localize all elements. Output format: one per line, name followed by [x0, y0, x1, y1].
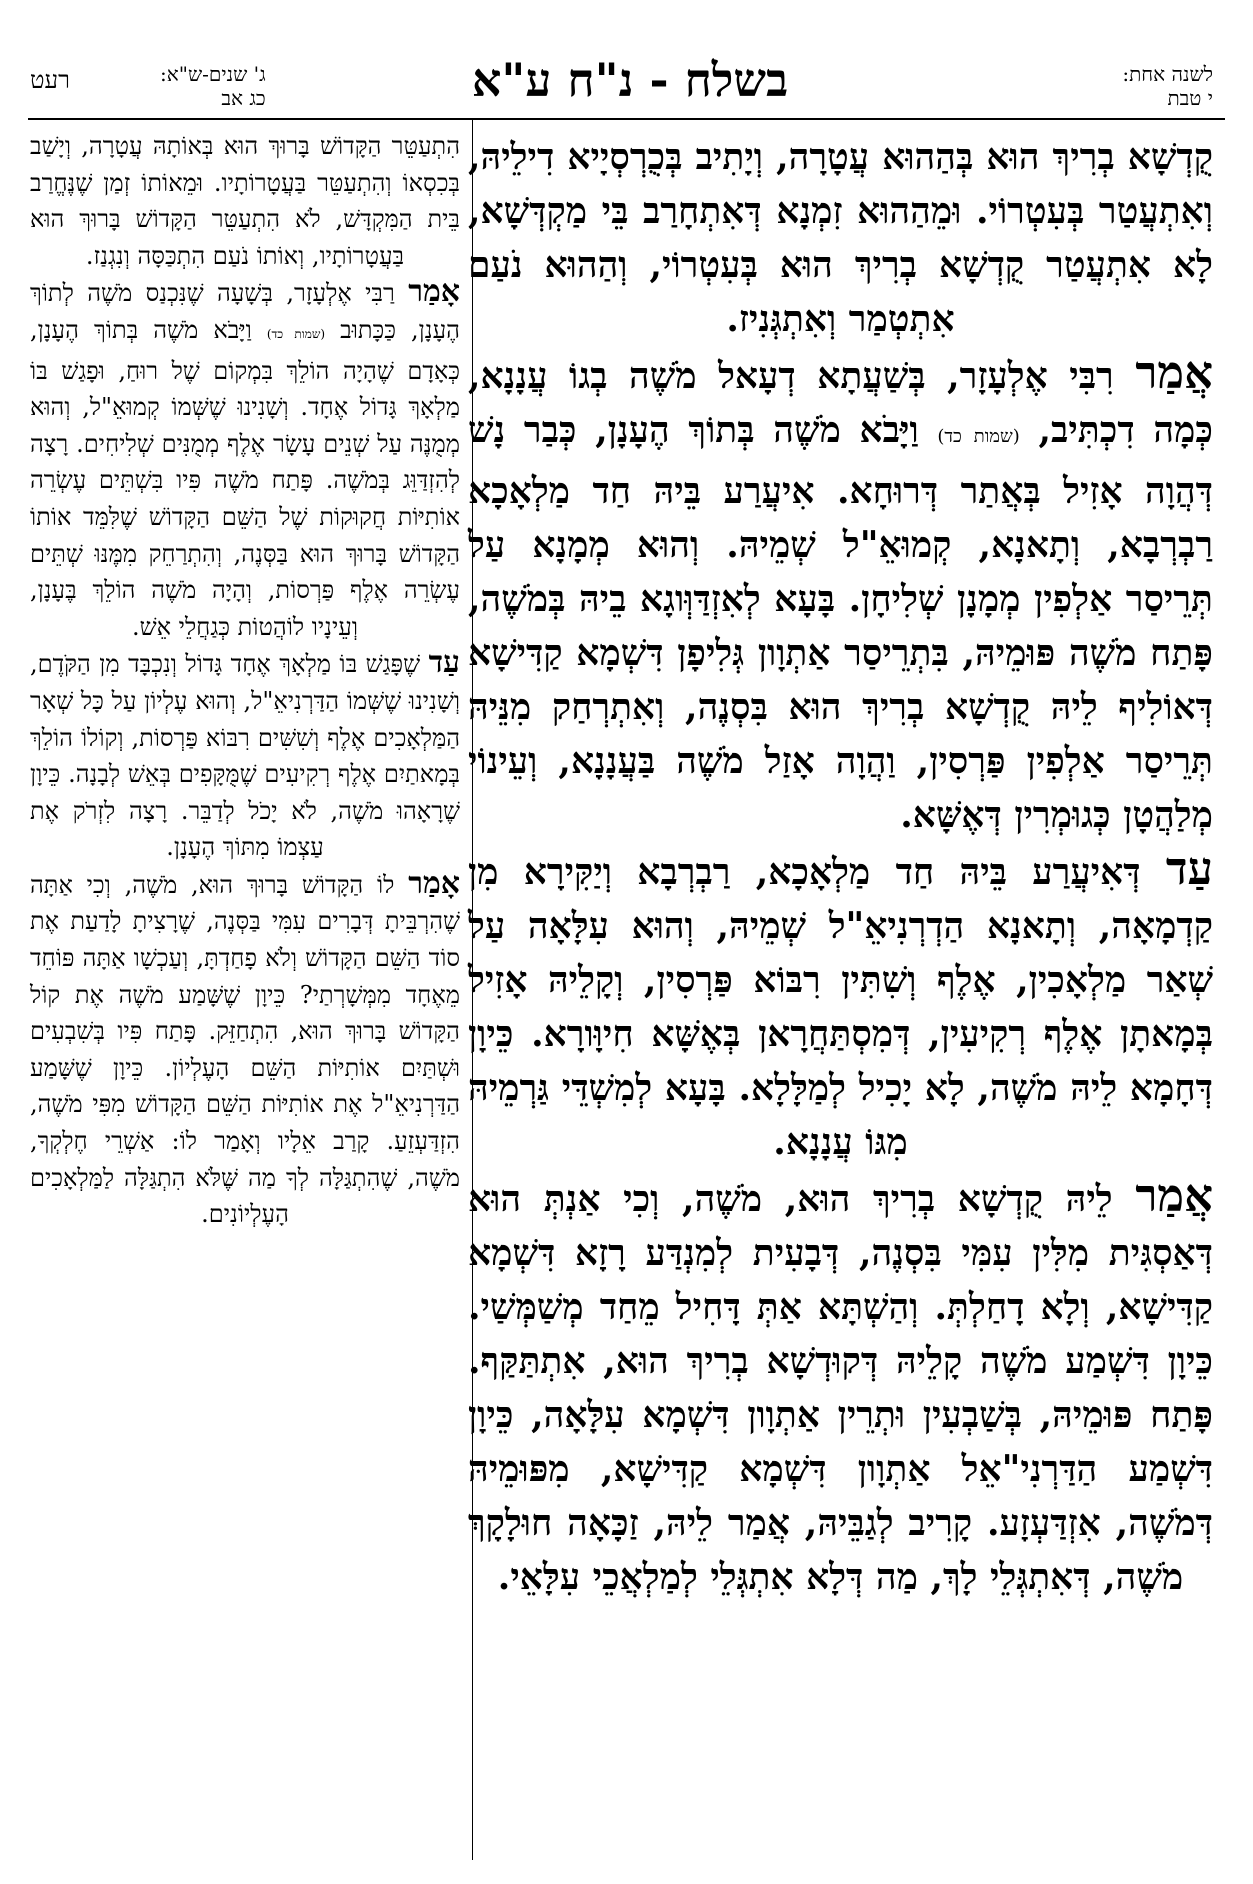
side-paragraph-2-text-b: וַיָּבֹא מֹשֶׁה בְּתוֹךְ הֶעָנָן, כְּאָדָם שֶׁהָיָה הוֹלֵךְ בִּמְקוֹם שֶׁל רוּחַ, וּפָגַשׁ בּוֹ מַלְאָךְ גָּדוֹל אֶחָד. וְשָׁנִינוּ שֶׁשְּׁמוֹ קְמוּאֵ"ל, וְהוּא מְמֻנֶּה עַל שְׁנֵים עָשָׂר אֶלֶף מְמֻנִּים שְׁלִיחִים. רָצָה לְהִזְדַּוֵּג בְּמֹשֶׁה. פָּתַח מֹשֶׁה פִּיו בִּשְׁתֵּים עֶשְׂרֵה אוֹתִיּוֹת חֲקוּקוֹת שֶׁל הַשֵּׁם הַקָּדוֹשׁ שֶׁלִּמֵּד אוֹתוֹ הַקָּדוֹשׁ בָּרוּךְ הוּא בַּסְּנֶה, וְהִתְרַחֵק מִמֶּנּוּ שְׁתֵּים עֶשְׂרֵה אֶלֶף פַּרְסוֹת, וְהָיָה מֹשֶׁה הוֹלֵךְ בֶּעָנָן, וְעֵינָיו לוֹהֲטוֹת כְּגַחֲלֵי אֵשׁ.	[30, 315, 460, 641]
side-paragraph-2-lead: אָמַר	[408, 274, 460, 310]
page-title: בשלח - נ"ח ע"א	[471, 53, 789, 107]
main-paragraph-3	[468, 842, 1213, 1169]
side-column-hebrew	[30, 128, 460, 1233]
main-paragraph-2	[468, 346, 1213, 842]
header-left	[160, 62, 266, 110]
side-paragraph-2-citation: (שמות כד)	[266, 326, 326, 341]
main-paragraph-3-lead: עַד	[1165, 842, 1213, 895]
side-paragraph-4	[30, 866, 460, 1233]
side-paragraph-2	[30, 274, 460, 645]
side-paragraph-2-text-a: רַבִּי אֶלְעָזָר, בְּשָׁעָה שֶׁנִּכְנַס מֹשֶׁה לְתוֹךְ הֶעָנָן, כַּכָּתוּב	[30, 279, 460, 344]
main-paragraph-2-text-a: רִבִּי אֶלְעָזָר, בְּשַׁעֲתָא דְעָאל מֹשֶׁה בְגוֹ עֲנָנָא, כְּמָה דִכְתִּיב,	[468, 355, 1213, 451]
header-right-label: לשנה אחת:	[1122, 62, 1213, 86]
side-paragraph-1: הִתְעַטֵּר הַקָּדוֹשׁ בָּרוּךְ הוּא בְּאוֹתָהּ עֲטָרָה, וְיָשַׁב בְּכִסְאוֹ וְהִתְעַטֵּר בַּעֲטָרוֹתָיו. וּמֵאוֹתוֹ זְמַן שֶׁנֶּחֱרַב בֵּית הַמִּקְדָּשׁ, לֹא הִתְעַטֵּר הַקָּדוֹשׁ בָּרוּךְ הוּא בַּעֲטָרוֹתָיו, וְאוֹתוֹ נֹעַם הִתְכַּסָּה וְנִגְנַז.	[30, 132, 460, 270]
side-paragraph-4-lead: אָמַר	[408, 865, 460, 901]
main-paragraph-4-lead: אֲמַר	[1135, 1169, 1213, 1222]
header-left-date: כג אב	[221, 86, 266, 110]
main-paragraph-2-lead: אֲמַר	[1135, 346, 1213, 399]
header-right	[1122, 62, 1213, 110]
side-paragraph-3-lead: עַד	[428, 645, 460, 681]
header-right-date: י טבת	[1167, 86, 1213, 110]
header-divider	[28, 118, 1225, 120]
main-paragraph-4-text: לֵיהּ קֻדְשָׁא בְרִיךְ הוּא, מֹשֶׁה, וְכִי אַנְתְּ הוּא דְּאַסְגִּית מִלִּין עִמִּי בִּסְנֶה, דְּבָעִית לְמִנְדַּע רָזָא דִּשְׁמָא קַדִּישָׁא, וְלָא דָחַלְתְּ. וְהַשְׁתָּא אַתְּ דָּחִיל מֵחַד מְשַׁמְּשַׁי. כֵּיוָן דִּשְׁמַע מֹשֶׁה קָלֵיהּ דְּקוּדְשָׁא בְרִיךְ הוּא, אִתְתַּקַּף. פָּתַח פּוּמֵיהּ, בְּשַׁבְעִין וּתְרֵין אַתְוָון דִּשְׁמָא עִלָּאָה, כֵּיוָן דִּשְׁמַע הַדַּרְנִי"אֵל אַתְוָון דִּשְׁמָא קַדִּישָׁא, מִפּוּמֵיהּ דְּמֹשֶׁה, אִזְדַּעְזָע. קָרִיב לְגַבֵּיהּ, אֲמַר לֵיהּ, זַכָּאָה חוּלָקָךְ מֹשֶׁה, דְּאִתְגְּלֵי לָךְ, מַה דְּלָא אִתְגְּלֵי לְמַלְאֲכֵי עִלָּאֵי.	[468, 1178, 1213, 1598]
main-paragraph-2-text-b: וַיָּבֹא מֹשֶׁה בְּתוֹךְ הֶעָנָן, כְּבַר נָשׁ דְּהֲוָה אָזִיל בְּאֲתַר דְּרוּחָא. אִיעֲרַע בֵּיהּ חַד מַלְאָכָא רַבְרְבָא, וְתָאנָא, קְמוּאֵ"ל שְׁמֵיהּ. וְהוּא מְמָנָא עַל תְּרֵיסַר אַלְפִין מְמָנָן שְׁלִיחָן. בָּעָא לְאִזְדַּוְּוגָא בֵיהּ בְּמֹשֶׁה, פָּתַח מֹשֶׁה פּוּמֵיהּ, בִּתְרֵיסַר אַתְוָון גְּלִיפָן דִּשְׁמָא קַדִּישָׁא דְּאוֹלִיף לֵיהּ קֻדְשָׁא בְרִיךְ הוּא בִּסְנֶה, וְאִתְרְחַק מִנֵּיהּ תְּרֵיסַר אַלְפִין פַּרְסִין, וַהֲוָה אָזַל מֹשֶׁה בַּעֲנָנָא, וְעֵינוֹי מְלַהֲטָן כְּגוּמְרִין דְּאֶשָּׁא.	[468, 409, 1213, 836]
header-left-label: ג' שנים-ש"א:	[160, 62, 266, 86]
side-paragraph-4-text: לוֹ הַקָּדוֹשׁ בָּרוּךְ הוּא, מֹשֶׁה, וְכִי אַתָּה שֶׁהִרְבֵּיתָ דְּבָרִים עִמִּי בַּסְּנֶה, שֶׁרָצִיתָ לָדַעַת אֶת סוֹד הַשֵּׁם הַקָּדוֹשׁ וְלֹא פָחַדְתָּ, וְעַכְשָׁו אַתָּה פּוֹחֵד מֵאֶחָד מִמְּשָׁרְתַי? כֵּיוָן שֶׁשָּׁמַע מֹשֶׁה אֶת קוֹל הַקָּדוֹשׁ בָּרוּךְ הוּא, הִתְחַזֵּק. פָּתַח פִּיו בְּשִׁבְעִים וּשְׁתַּיִם אוֹתִיּוֹת הַשֵּׁם הָעֶלְיוֹן. כֵּיוָן שֶׁשָּׁמַע הַדַּרְנִיאֵ"ל אֶת אוֹתִיּוֹת הַשֵּׁם הַקָּדוֹשׁ מִפִּי מֹשֶׁה, הִזְדַּעְזֵעַ. קָרַב אֵלָיו וְאָמַר לוֹ: אַשְׁרֵי חֶלְקְךָ, מֹשֶׁה, שֶׁהִתְגַּלָּה לְךָ מַה שֶּׁלֹּא הִתְגַּלָּה לַמַּלְאָכִים הָעֶלְיוֹנִים.	[30, 870, 460, 1229]
main-paragraph-2-citation: (שמות כד)	[937, 426, 1020, 447]
main-column-aramaic	[468, 130, 1213, 1604]
side-paragraph-3	[30, 645, 460, 866]
main-paragraph-4	[468, 1169, 1213, 1604]
main-paragraph-1: קֻדְשָׁא בְרִיךְ הוּא בְּהַהוּא עֲטָרָה, וְיָתִיב בְּכֻרְסְיָיא דִילֵיהּ, וְאִתְעֲטַר בְּעִטְרוֹי. וּמֵהַהוּא זִמְנָא דְּאִתְחָרַב בֵּי מַקְדְּשָׁא, לָא אִתְעֲטַר קֻדְשָׁא בְרִיךְ הוּא בְּעִטְרוֹי, וְהַהוּא נֹעַם אִתְטְמַר וְאִתְגְּנִיז.	[468, 136, 1213, 340]
page-number: רעט	[30, 66, 70, 94]
main-paragraph-3-text: דְּאִיעֲרַע בֵּיהּ חַד מַלְאָכָא, רַבְרְבָא וְיַקִּירָא מִן קַדְמָאָה, וְתָאנָא הַדְרְנִיאֵ"ל שְׁמֵיהּ, וְהוּא עִלָּאָה עַל שְׁאַר מַלְאָכִין, אֶלֶף וְשִׁתִּין רִבּוֹא פַּרְסִין, וְקָלֵיהּ אָזִיל בְּמָאתָן אֶלֶף רְקִיעִין, דְּמִסְתַּחֲרָאן בְּאֶשָּׁא חִיוָּורָא. כֵּיוָן דְּחָמָא לֵיהּ מֹשֶׁה, לָא יָכִיל לְמַלָּלָא. בָּעָא לְמִשְׁדֵּי גַּרְמֵיהּ מִגּוֹ עֲנָנָא.	[468, 851, 1213, 1163]
side-paragraph-3-text: שֶׁפָּגַשׁ בּוֹ מַלְאָךְ אֶחָד גָּדוֹל וְנִכְבָּד מִן הַקֹּדֶם, וְשָׁנִינוּ שֶׁשְּׁמוֹ הַדַּרְנִיאֵ"ל, וְהוּא עֶלְיוֹן עַל כָּל שְׁאָר הַמַּלְאָכִים אֶלֶף וְשִׁשִּׁים רִבּוֹא פַּרְסוֹת, וְקוֹלוֹ הוֹלֵךְ בְּמָאתַיִם אֶלֶף רְקִיעִים שֶׁמֻּקָּפִים בְּאֵשׁ לְבָנָה. כֵּיוָן שֶׁרָאָהוּ מֹשֶׁה, לֹא יָכֹל לְדַבֵּר. רָצָה לִזְרֹק אֶת עַצְמוֹ מִתּוֹךְ הֶעָנָן.	[30, 650, 460, 862]
